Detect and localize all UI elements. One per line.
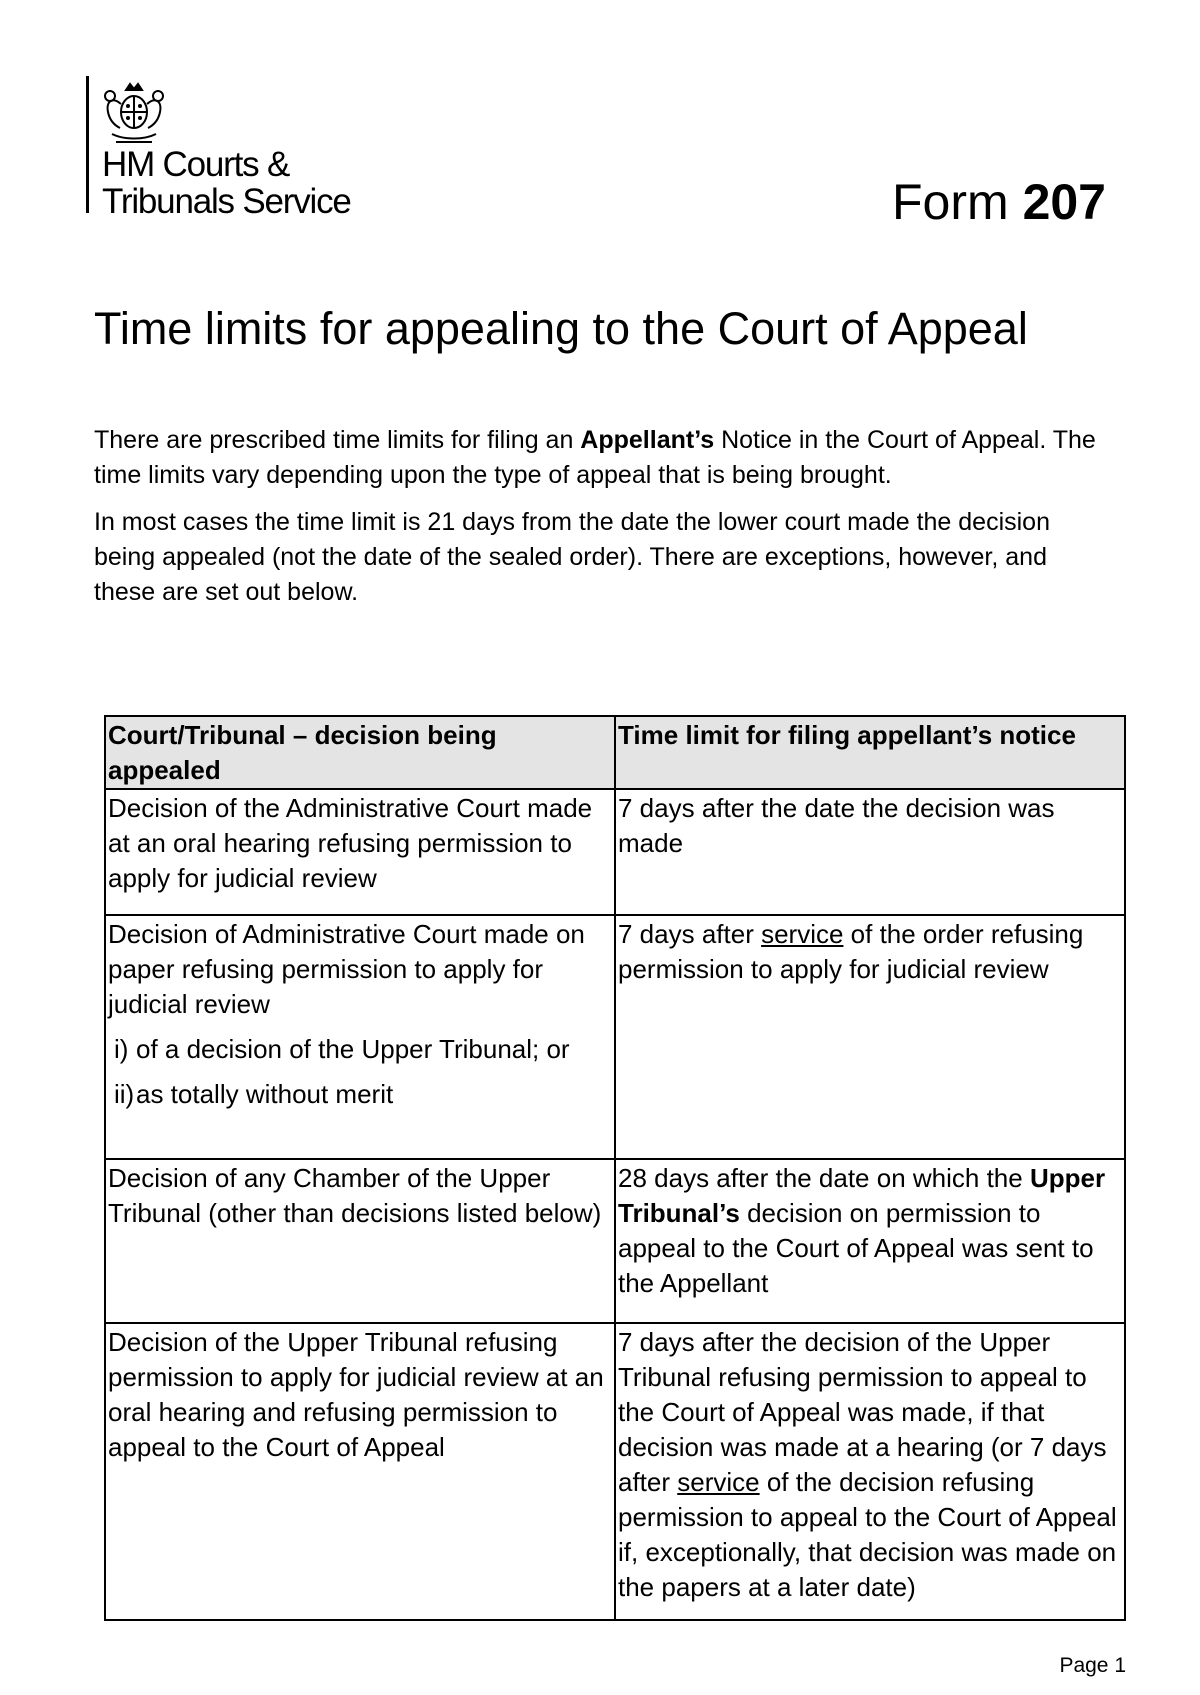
page-number: Page 1 bbox=[1059, 1654, 1126, 1677]
cell-time-limit: 7 days after service of the order refusing permission to apply for judicial review bbox=[615, 915, 1125, 1159]
intro-paragraph-1: There are prescribed time limits for filing an Appellant’s Notice in the Court of Appeal. The time limits vary depending upon the type of appeal that is being brought. bbox=[94, 426, 1096, 489]
table-row bbox=[105, 1159, 1125, 1323]
table-header-row bbox=[105, 716, 1125, 789]
table-row bbox=[105, 915, 1125, 1159]
intro-paragraph-2: In most cases the time limit is 21 days from the date the lower court made the decision being appealed (not the date of the sealed order). There are exceptions, however, and these are set out below. bbox=[94, 508, 1050, 606]
form-number bbox=[892, 174, 1106, 230]
form-number-value: 207 bbox=[1022, 174, 1106, 230]
logo-divider-bar bbox=[86, 76, 89, 213]
cell-time-limit: 7 days after the decision of the Upper Tribunal refusing permission to appeal to the Court of Appeal was made, if that decision was made at a hearing (or 7 days after service of the decision refusing permission to appeal to the Court of Appeal if, exceptionally, that decision was made on the papers at a later date) bbox=[615, 1323, 1125, 1620]
form-prefix: Form bbox=[892, 174, 1009, 230]
intro-text bbox=[94, 423, 1114, 622]
royal-crest-icon bbox=[100, 82, 168, 148]
header-time-limit: Time limit for filing appellant’s notice bbox=[615, 716, 1125, 789]
table-row bbox=[105, 1323, 1125, 1620]
cell-court: Decision of the Administrative Court made at an oral hearing refusing permission to apply for judicial review bbox=[105, 789, 615, 915]
service-term: service bbox=[677, 1467, 760, 1497]
sub-item: ii) as totally without merit bbox=[114, 1079, 394, 1109]
cell-court: Decision of the Upper Tribunal refusing permission to apply for judicial review at an oral hearing and refusing permission to appeal to the Court of Appeal bbox=[105, 1323, 615, 1620]
organisation-name-line2: Tribunals Service bbox=[102, 182, 351, 221]
cell-court: Decision of any Chamber of the Upper Tribunal (other than decisions listed below) bbox=[105, 1159, 615, 1323]
organisation-name bbox=[102, 146, 351, 220]
cell-court-text: Decision of Administrative Court made on paper refusing permission to apply for judicial review bbox=[108, 919, 585, 1019]
sub-item: i) of a decision of the Upper Tribunal; or bbox=[114, 1034, 570, 1064]
cell-time-limit: 7 days after the date the decision was made bbox=[615, 789, 1125, 915]
service-term: service bbox=[761, 919, 844, 949]
table-row bbox=[105, 789, 1125, 915]
cell-time-limit: 28 days after the date on which the Upper Tribunal’s decision on permission to appeal to the Court of Appeal was sent to the Appellant bbox=[615, 1159, 1125, 1323]
cell-court bbox=[105, 915, 615, 1159]
organisation-name-line1: HM Courts & bbox=[102, 145, 290, 184]
header-court: Court/Tribunal – decision being appealed bbox=[105, 716, 615, 789]
time-limits-table bbox=[104, 715, 1126, 1621]
page-title: Time limits for appealing to the Court of Appeal bbox=[94, 303, 1028, 354]
